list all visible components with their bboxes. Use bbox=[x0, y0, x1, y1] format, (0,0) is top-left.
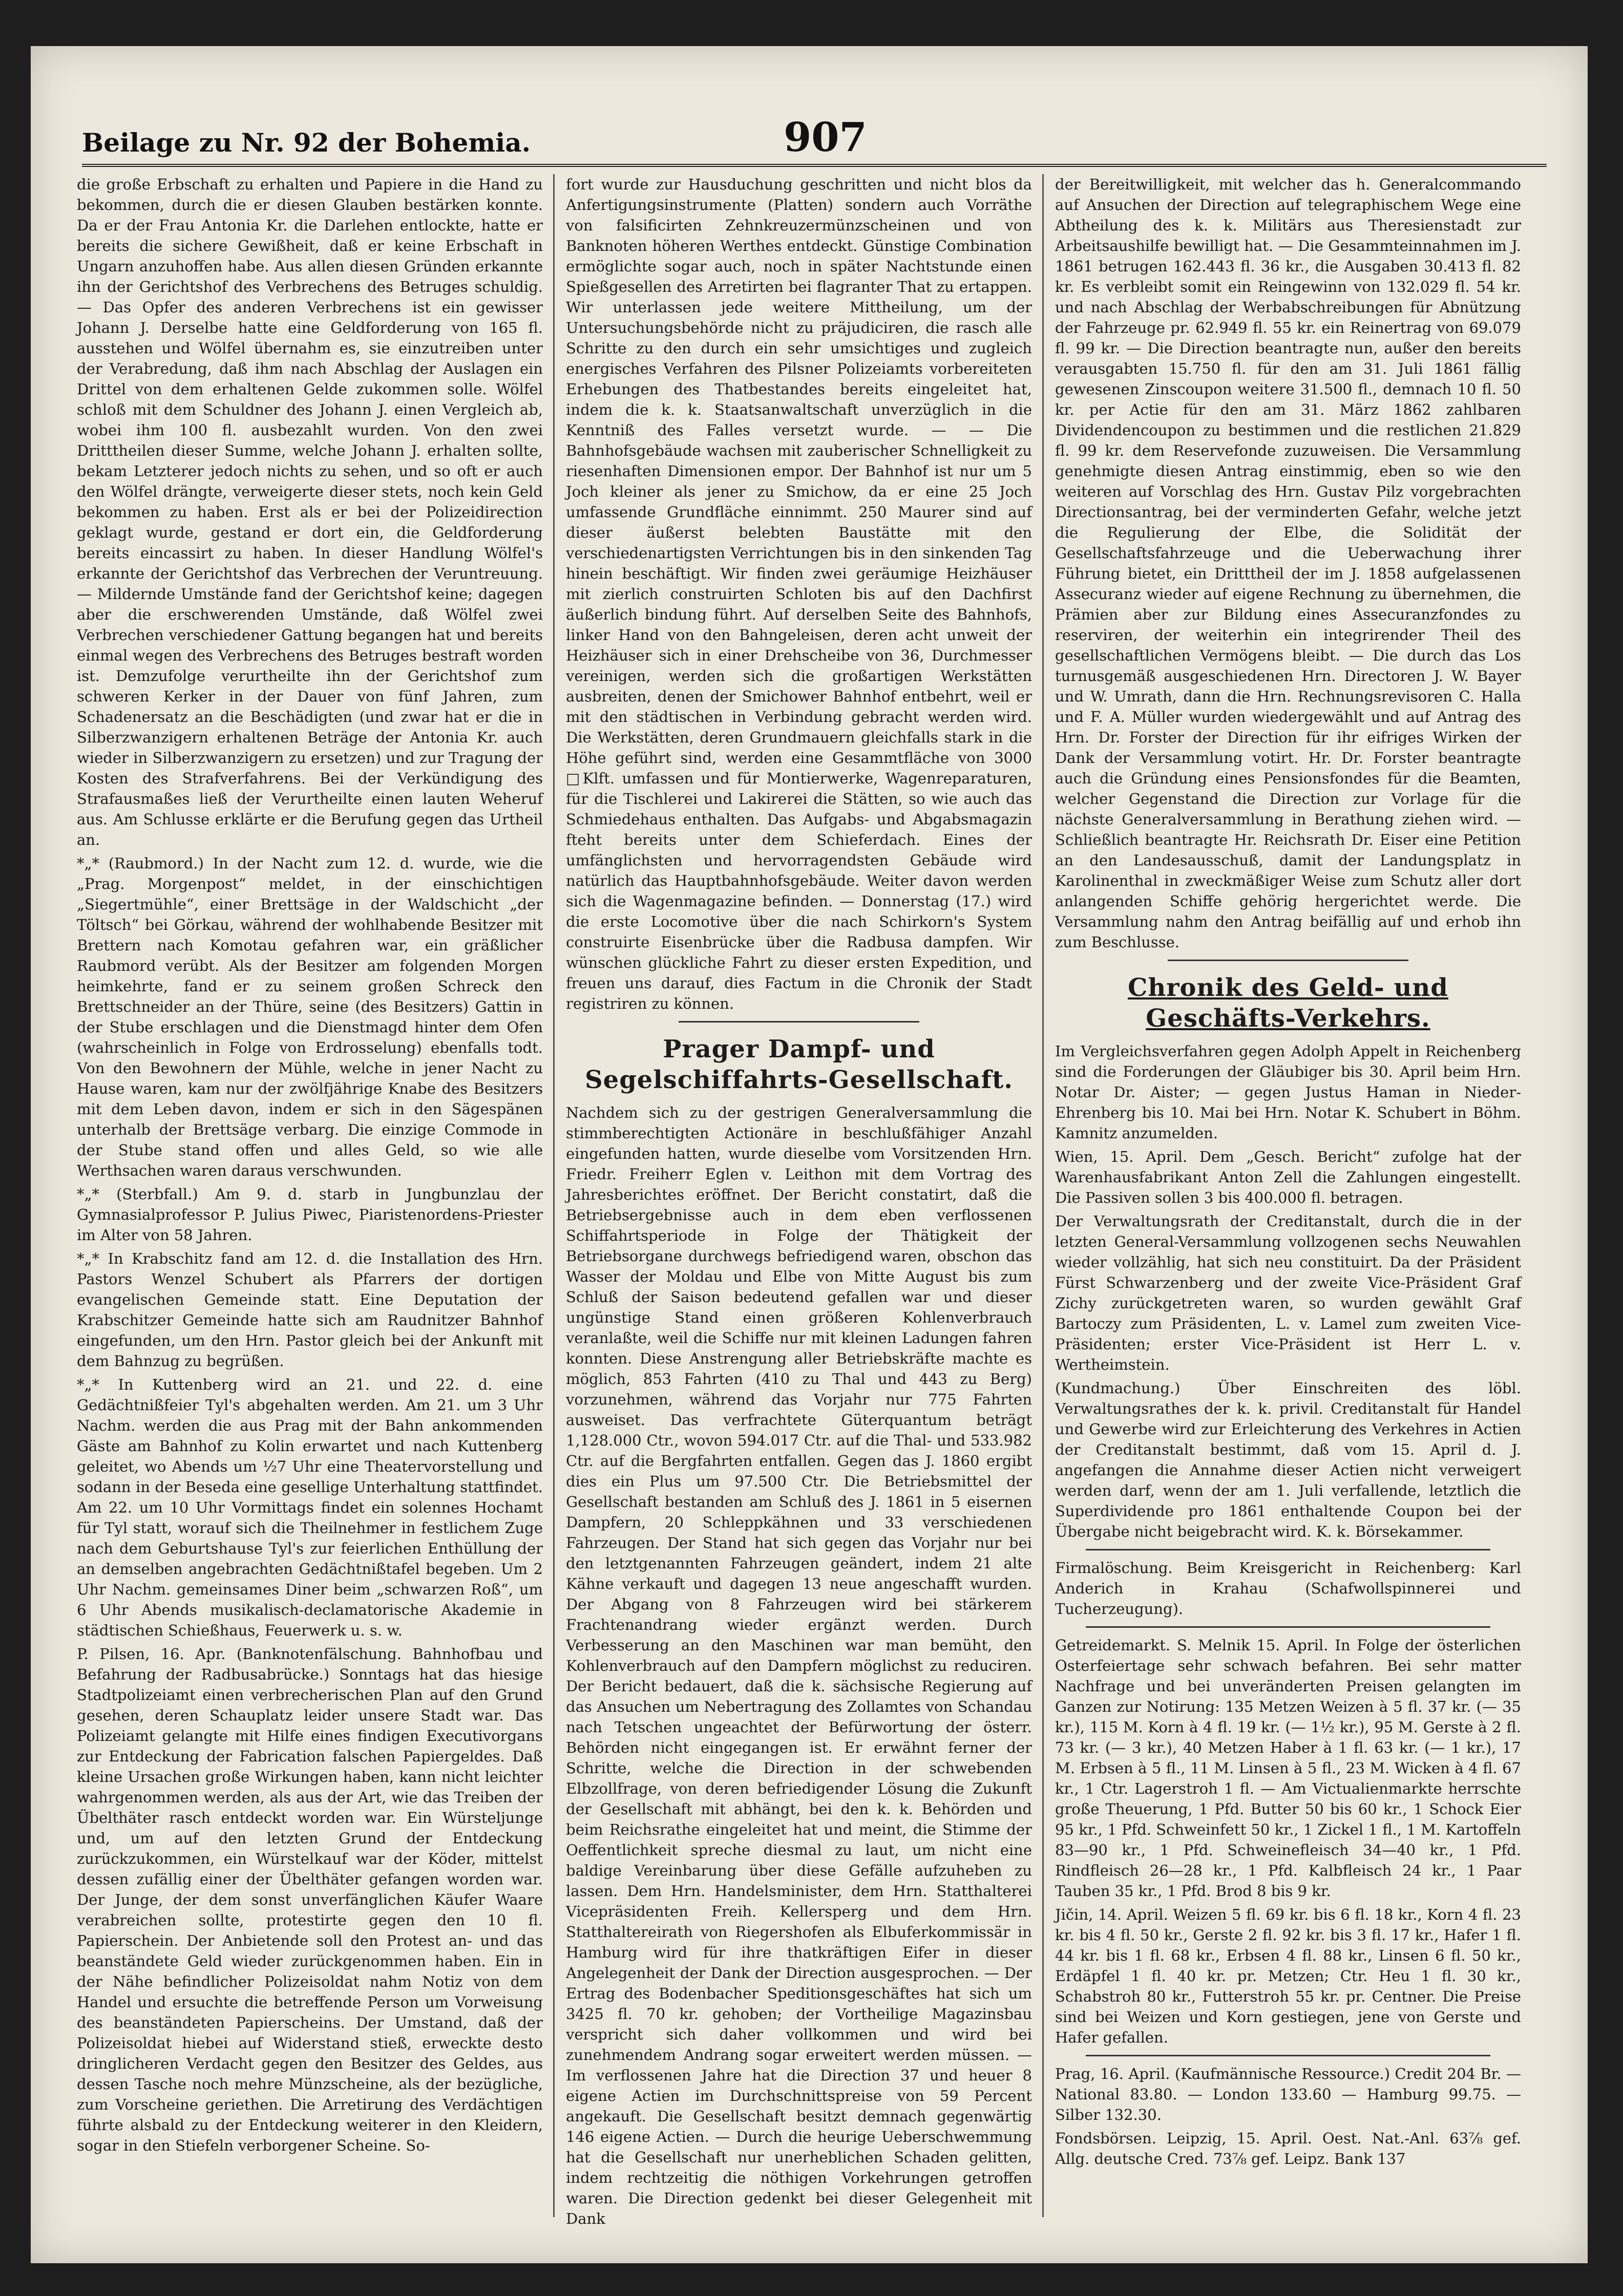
column-rule bbox=[1042, 174, 1044, 2217]
article-paragraph: Getreidemarkt. S. Melnik 15. April. In Folge der österlichen Osterfeiertage sehr schwach befahren. Bei sehr matter Nachfrage und bei unveränderten Preisen gelangten im Ganzen zur Notirung: 135 Metzen Weizen à 5 fl. 37 kr. (— 35 kr.), 115 M. Korn à 4 fl. 19 kr. (— 1½ kr.), 95 M. Gerste à 2 fl. 73 kr. (— 3 kr.), 40 Metzen Haber à 1 fl. 63 kr. (— 1 kr.), 17 M. Erbsen à 5 fl., 11 M. Linsen à 5 fl., 23 M. Wicken à 4 fl. 67 kr., 1 Ctr. Lagerstroh 1 fl. — Am Victualienmarkte herrschte große Theuerung, 1 Pfd. Butter 50 bis 60 kr., 1 Schock Eier 95 kr., 1 Pfd. Schweinfett 50 kr., 1 Zickel 1 fl., 1 M. Kartoffeln 83—90 kr., 1 Pfd. Schweinefleisch 34—40 kr., 1 Pfd. Rindfleisch 26—28 kr., 1 Pfd. Kalbfleisch 24 kr., 1 Paar Tauben 35 kr., 1 Pfd. Brod 8 bis 9 kr. bbox=[1055, 1636, 1521, 1900]
article-paragraph: Firmalöschung. Beim Kreisgericht in Reichenberg: Karl Anderich in Krahau (Schafwollspinnerei und Tucherzeugung). bbox=[1055, 1559, 1521, 1618]
article-paragraph: Prag, 16. April. (Kaufmännische Ressource.) Credit 204 Br. — National 83.80. — London 133.60 — Hamburg 99.75. — Silber 132.30. bbox=[1055, 2065, 1521, 2123]
section-divider bbox=[1168, 960, 1408, 961]
article-paragraph: fort wurde zur Hausduchung geschritten und nicht blos da Anfertigungsinstrumente (Platten) sondern auch Vorräthe von falsificirten Zehnkreuzermünzscheinen und von Banknoten höheren Werthes entdeckt. Günstige Combination ermöglichte sogar auch, noch in später Nachtstunde einen Spießgesellen des Arretirten bei flagranter That zu ertappen. Wir unterlassen jede weitere Mittheilung, um der Untersuchungsbehörde nicht zu präjudiciren, die rasch alle Schritte zu den durch ein sehr umsichtiges und zugleich energisches Verfahren des Pilsner Polizeiamts vorbereiteten Erhebungen des Thatbestandes bereits eingeleitet hat, indem die k. k. Staatsanwaltschaft unverzüglich in die Kenntniß des Falles versetzt wurde. — — Die Bahnhofsgebäude wachsen mit zauberischer Schnelligkeit zu riesenhaften Dimensionen empor. Der Bahnhof ist nur um 5 Joch kleiner als jener zu Smichow, da er eine 25 Joch umfassende Grundfläche einnimmt. 250 Maurer sind auf dieser äußerst belebten Baustätte mit den verschiedenartigsten Verrichtungen bis in den sinkenden Tag hinein beschäftigt. Wir finden zwei geräumige Heizhäuser mit zierlich construirten Schloten bis auf den Dachfirst äußerlich bindung führt. Auf derselben Seite des Bahnhofs, linker Hand von den Bahngeleisen, deren acht unweit der Heizhäuser sich in einer Drehscheibe von 36, Durchmesser vereinigen, werden sich die großartigen Werkstätten ausbreiten, denen der Smichower Bahnhof entbehrt, weil er mit den städtischen in Verbindung gebracht werden wird. Die Werkstätten, deren Grundmauern gleichfalls stark in die Höhe geführt sind, werden eine Gesammtfläche von 3000 □Klft. umfassen und für Montierwerke, Wagenreparaturen, für die Tischlerei und Lakirerei die Stätten, so wie auch das Schmiedehaus enthalten. Das Aufgabs- und Abgabsmagazin fteht bereits unter dem Schieferdach. Eines der umfänglichsten und hervorragendsten Gebäude wird natürlich das Hauptbahnhofsgebäude. Weiter davon werden sich die Wagenmagazine befinden. — Donnerstag (17.) wird die erste Locomotive über die nach Schirkorn's System construirte Eisenbrücke über die Radbusa dampfen. Wir wünschen glückliche Fahrt zu dieser ersten Expedition, und freuen uns darauf, dies Factum in die Chronik der Stadt registriren zu können. bbox=[566, 176, 1032, 1012]
section-title: Chronik des Geld- und Geschäfts-Verkehrs. bbox=[1128, 973, 1448, 1033]
column-2 bbox=[566, 174, 1032, 2227]
page-header bbox=[82, 108, 1547, 167]
article-paragraph: Jičin, 14. April. Weizen 5 fl. 69 kr. bis 6 fl. 18 kr., Korn 4 fl. 23 kr. bis 4 fl. 50 kr., Gerste 2 fl. 92 kr. bis 3 fl. 17 kr., Hafer 1 fl. 44 kr. bis 1 fl. 68 kr., Erbsen 4 fl. 88 kr., Linsen 6 fl. 50 kr., Erdäpfel 1 fl. 40 kr. pr. Metzen; Ctr. Heu 1 fl. 30 kr., Schabstroh 80 kr., Futterstroh 55 kr. pr. Centner. Die Preise sind bei Weizen und Korn gestiegen, jene von Gerste und Hafer gefallen. bbox=[1055, 1906, 1521, 2046]
section-divider bbox=[1086, 2055, 1490, 2056]
column-rule bbox=[553, 174, 555, 2217]
section-divider bbox=[679, 1021, 919, 1023]
article-paragraph: *„* (Raubmord.) In der Nacht zum 12. d. wurde, wie die „Prag. Morgenpost“ meldet, in der einschichtigen „Siegertmühle“, einer Brettsäge in der Waldschicht „der Töltsch“ bei Görkau, während der wohlhabende Besitzer mit Brettern nach Komotau gefahren war, ein gräßlicher Raubmord verübt. Als der Besitzer am folgenden Morgen heimkehrte, fand er zu seinem großen Schreck den Brettschneider an der Thüre, seine (des Besitzers) Gattin in der Stube erschlagen und die Dienstmagd hinter dem Ofen (wahrscheinlich in Folge von Erdrosselung) ebenfalls todt. Von den Bewohnern der Mühle, welche in jener Nacht zu Hause waren, kam nur der zwölfjährige Knabe des Besitzers mit dem Leben davon, indem er sich in den Sägespänen unterhalb der Brettsäge verbarg. Die einzige Commode in der Stube stand offen und alles Geld, so wie alle Werthsachen waren daraus verschwunden. bbox=[77, 855, 543, 1179]
article-paragraph: *„* (Sterbfall.) Am 9. d. starb in Jungbunzlau der Gymnasialprofessor P. Julius Piwec, Piaristenordens-Priester im Alter von 58 Jahren. bbox=[77, 1185, 543, 1244]
section-title: Prager Dampf- und Segelschiffahrts-Gesellschaft. bbox=[585, 1035, 1013, 1094]
article-paragraph: der Bereitwilligkeit, mit welcher das h. Generalcommando auf Ansuchen der Direction auf telegraphischem Wege eine Abtheilung des k. k. Militärs aus Theresienstadt zur Arbeitsaushilfe bewilligt hat. — Die Gesammteinnahmen im J. 1861 betrugen 162.443 fl. 36 kr., die Ausgaben 30.413 fl. 82 kr. Es verbleibt somit ein Reingewinn von 132.029 fl. 54 kr. und nach Abschlag der Werbabschreibungen für Abnützung der Fahrzeuge pr. 62.949 fl. 55 kr. ein Reinertrag von 69.079 fl. 99 kr. — Die Direction beantragte nun, außer den bereits verausgabten 15.750 fl. für den am 31. Juli 1861 fällig gewesenen Zinscoupon weitere 31.500 fl., demnach 10 fl. 50 kr. per Actie für den am 31. März 1862 zahlbaren Dividendencoupon zu bestimmen und die restlichen 21.829 fl. 99 kr. dem Reservefonde zuzuweisen. Die Versammlung genehmigte diesen Antrag einstimmig, eben so wie den weiteren auf Vorschlag des Hrn. Gustav Pilz vorgebrachten Directionsantrag, bei der verminderten Gefahr, welche jetzt die Regulierung der Elbe, die Solidität der Gesellschaftsfahrzeuge und die Ueberwachung ihrer Führung bietet, ein Dritttheil der im J. 1858 aufgelassenen Assecuranz wieder auf eigene Rechnung zu übernehmen, die Prämien aber zur Bildung eines Assecuranzfondes zu reserviren, der weiterhin ein integrirender Theil des gesellschaftlichen Vermögens bleibt. — Die durch das Los turnusgemäß ausgeschiedenen Hrn. Directoren J. W. Bayer und W. Umrath, dann die Hrn. Rechnungsrevisoren C. Halla und F. A. Müller wurden wiedergewählt und auf Antrag des Hrn. Dr. Forster der Direction für ihr eifriges Wirken der Dank der Versammlung votirt. Hr. Dr. Forster beantragte auch die Gründung eines Pensionsfondes für die Beamten, welcher Gegenstand die Direction zur Vorlage für die nächste Generalversammlung in Berathung ziehen wird. — Schließlich beantragte Hr. Reichsrath Dr. Eiser eine Petition an den Landesausschuß, damit der Landungsplatz in Karolinenthal in zweckmäßiger Weise zum Schutz aller dort anlangenden Schiffe gehörig hergerichtet werde. Die Versammlung nahm den Antrag beifällig auf und erhob ihn zum Beschlusse. bbox=[1055, 176, 1521, 951]
page-number: 907 bbox=[784, 114, 867, 161]
article-paragraph: Nachdem sich zu der gestrigen Generalversammlung die stimmberechtigten Actionäre in beschlußfähiger Anzahl eingefunden hatten, wurde dieselbe vom Vorsitzenden Hrn. Friedr. Freiherr Eglen v. Leithon mit dem Vortrag des Jahresberichtes eröffnet. Der Bericht constatirt, daß die Betriebsergebnisse auch in dem eben verflossenen Schiffahrtsperiode in Folge der Thätigkeit der Betriebsorgane durchwegs befriedigend waren, obschon das Wasser der Moldau und Elbe von Mitte August bis zum Schluß der Saison bedeutend gefallen war und dieser ungünstige Stand einen größeren Kohlenverbrauch veranlaßte, weil die Schiffe nur mit kleinen Ladungen fahren konnten. Diese Anstrengung aller Betriebskräfte machte es möglich, 853 Fahrten (410 zu Thal und 443 zu Berg) vorzunehmen, während das Vorjahr nur 775 Fahrten ausweiset. Das verfrachtete Güterquantum beträgt 1,128.000 Ctr., wovon 594.017 Ctr. auf die Thal- und 533.982 Ctr. auf die Bergfahrten entfallen. Gegen das J. 1860 ergibt dies ein Plus um 97.500 Ctr. Die Betriebsmittel der Gesellschaft bestanden am Schluß des J. 1861 in 5 eisernen Dampfern, 20 Schleppkähnen und 33 verschiedenen Fahrzeugen. Der Stand hat sich gegen das Vorjahr nur bei den letztgenannten Fahrzeugen geändert, indem 21 alte Kähne verkauft und dagegen 13 neue angeschafft wurden. Der Abgang von 8 Fahrzeugen wird bei stärkerem Frachtenandrang wieder ergänzt werden. Durch Verbesserung an den Maschinen war man bemüht, den Kohlenverbrauch auf den Dampfern möglichst zu reduciren. Der Bericht bedauert, daß die k. sächsische Regierung auf das Ansuchen um Nebertragung des Zollamtes von Schandau nach Tetschen ungeachtet der Befürwortung der österr. Behörden nicht eingegangen ist. Er erwähnt ferner der Schritte, welche die Direction in der schwebenden Elbzollfrage, von deren befriedigender Lösung die Zukunft der Gesellschaft mit abhängt, bei den k. k. Behörden und beim Reichsrathe eingeleitet hat und meint, die Stimme der Oeffentlichkeit spreche diesmal zu laut, um nicht eine baldige Vereinbarung über diese Gefälle aufzuheben zu lassen. Dem Hrn. Handelsminister, dem Hrn. Statthalterei Vicepräsidenten Freih. Kellersperg und dem Hrn. Statthaltereirath von Riegershofen als Elbuferkommissär in Hamburg wird für ihre thatkräftigen Eifer in dieser Angelegenheit der Dank der Direction ausgesprochen. — Der Ertrag des Bodenbacher Speditionsgeschäftes hat sich um 3425 fl. 70 kr. gehoben; der Vortheilige Magazinsbau verspricht sich daher vollkommen und wird bei zunehmendem Andrang sogar erweitert werden müssen. — Im verflossenen Jahre hat die Direction 37 und heuer 8 eigene Actien im Durchschnittspreise von 59 Percent angekauft. Die Gesellschaft besitzt demnach gegenwärtig 146 eigene Actien. — Durch die heurige Ueberschwemmung hat die Gesellschaft nur unerheblichen Schaden gelitten, indem rechtzeitig die nöthigen Vorkehrungen getroffen waren. Die Direction gedenkt bei dieser Gelegenheit mit Dank bbox=[566, 1104, 1032, 2227]
article-paragraph: *„* In Krabschitz fand am 12. d. die Installation des Hrn. Pastors Wenzel Schubert als Pfarrers der dortigen evangelischen Gemeinde statt. Eine Deputation der Krabschitzer Gemeinde hatte sich am Raudnitzer Bahnhof eingefunden, um den Hrn. Pastor gleich bei der Ankunft mit dem Bahnzug zu begrüßen. bbox=[77, 1250, 543, 1370]
column-3 bbox=[1055, 174, 1521, 2217]
section-divider bbox=[1086, 1626, 1490, 1628]
article-paragraph: Der Verwaltungsrath der Creditanstalt, durch die in der letzten General-Versammlung vollzogenen sechs Neuwahlen wieder vollzählig, hat sich neu constituirt. Da der Präsident Fürst Schwarzenberg und der zweite Vice-Präsident Graf Zichy zurückgetreten waren, so wurden gewählt Graf Bartoczy zum Präsidenten, L. v. Lamel zum zweiten Vice-Präsidenten; erster Vice-Präsident ist Herr L. v. Wertheimstein. bbox=[1055, 1213, 1521, 1373]
article-paragraph: Im Vergleichsverfahren gegen Adolph Appelt in Reichenberg sind die Forderungen der Gläubiger bis 30. April beim Hrn. Notar Dr. Aister; — gegen Justus Haman in Nieder-Ehrenberg bis 10. Mai bei Hrn. Notar K. Schubert in Böhm. Kamnitz anzumelden. bbox=[1055, 1043, 1521, 1142]
section-divider bbox=[1086, 1549, 1490, 1550]
article-paragraph: *„* In Kuttenberg wird an 21. und 22. d. eine Gedächtnißfeier Tyl's abgehalten werden. Am 21. um 3 Uhr Nachm. werden die aus Prag mit der Bahn ankommenden Gäste am Bahnhof zu Kolin erwartet und nach Kuttenberg geleitet, wo Abends um ½7 Uhr eine Theatervorstellung und sodann in der Beseda eine gesellige Unterhaltung stattfindet. Am 22. um 10 Uhr Vormittags findet ein solennes Hochamt für Tyl statt, worauf sich die Theilnehmer in festlichem Zuge nach dem Geburtshause Tyl's zur feierlichen Enthüllung der an demselben angebrachten Gedächtnißtafel begeben. Um 2 Uhr Nachm. gemeinsames Diner beim „schwarzen Roß“, um 6 Uhr Abends musikalisch-declamatorische Akademie in städtischen Schießhaus, Feuerwerk u. s. w. bbox=[77, 1376, 543, 1639]
newspaper-page bbox=[31, 46, 1588, 2263]
article-paragraph: (Kundmachung.) Über Einschreiten des löbl. Verwaltungsrathes der k. k. privil. Creditanstalt für Handel und Gewerbe wird zur Erleichterung des Verkehres in Actien der Creditanstalt bestimmt, daß vom 15. April d. J. angefangen die Annahme dieser Actien nicht verweigert werden darf, wenn der am 1. Juli verfallende, letztlich die Superdividende pro 1861 enthaltende Coupon bei der Übergabe nicht beigebracht wird. K. k. Börsekammer. bbox=[1055, 1379, 1521, 1540]
article-paragraph: die große Erbschaft zu erhalten und Papiere in die Hand zu bekommen, durch die er diesen Glauben bestärken konnte. Da er der Frau Antonia Kr. die Darlehen entlockte, hatte er bereits die sichere Gewißheit, daß er keine Erbschaft in Ungarn anzuhoffen habe. Aus allen diesen Gründen erkannte ihn der Gerichtshof des Verbrechens des Betruges schuldig. — Das Opfer des anderen Verbrechens ist ein gewisser Johann J. Derselbe hatte eine Geldforderung von 165 fl. ausstehen und Wölfel übernahm es, sie einzutreiben unter der Verabredung, daß ihm nach Abschlag der Auslagen ein Drittel von dem erhaltenen Gelde zukommen solle. Wölfel schloß mit dem Schuldner des Johann J. einen Vergleich ab, wobei ihm 100 fl. ausbezahlt wurden. Von den zwei Dritttheilen dieser Summe, welche Johann J. erhalten sollte, bekam Letzterer jedoch nichts zu sehen, und so oft er auch den Wölfel drängte, verweigerte dieser stets, noch kein Geld bekommen zu haben. Erst als er bei der Polizeidirection geklagt wurde, gestand er dort ein, die Geldforderung bereits eincassirt zu haben. In dieser Handlung Wölfel's erkannte der Gerichtshof das Verbrechen der Veruntreuung. — Mildernde Umstände fand der Gerichtshof keine; dagegen aber die erschwerenden Umstände, daß Wölfel zwei Verbrechen verschiedener Gattung begangen hat und bereits einmal wegen des Verbrechens des Betruges bestraft worden ist. Demzufolge verurtheilte ihn der Gerichtshof zum schweren Kerker in der Dauer von fünf Jahren, zum Schadenersatz an die Beschädigten (und zwar hat er die in Silberzwanzigern erhaltenen Beträge der Antonia Kr. auch wieder in Silberzwanzigern zu ersetzen) und zur Tragung der Kosten des Strafverfahrens. Bei der Verkündigung des Strafausmaßes ließ der Verurtheilte einen lauten Weheruf aus. Am Schlusse erklärte er die Berufung gegen das Urtheil an. bbox=[77, 176, 543, 848]
article-paragraph: P. Pilsen, 16. Apr. (Banknotenfälschung. Bahnhofbau und Befahrung der Radbusabrücke.) Sonntags hat das hiesige Stadtpolizeiamt einen verbrecherischen Plan auf den Grund gesehen, deren Schauplatz leider unsere Stadt war. Das Polizeiamt gelangte mit Hilfe eines findigen Executivorgans zur Entdeckung der Fabrication falschen Papiergeldes. Daß kleine Ursachen große Wirkungen haben, kann nicht leichter wahrgenommen werden, als aus der Art, wie das Treiben der Übelthäter rasch entdeckt worden war. Ein Würsteljunge und, um auf den letzten Grund der Entdeckung zurückzukommen, ein Würstelkauf war der Köder, mittelst dessen zufällig einer der Übelthäter gefangen worden war. Der Junge, der dem sonst unverfänglichen Käufer Waare verabreichen sollte, protestirte gegen den 10 fl. Papierschein. Der Anbietende soll den Protest an- und das beanständete Geld wieder zurückgenommen haben. Ein in der Nähe befindlicher Polizeisoldat nahm Notiz von dem Handel und ersuchte die betreffende Person um Vorweisung des beanständeten Papierscheins. Der Umstand, daß der Polizeisoldat hiebei auf Widerstand stieß, erweckte desto dringlicheren Verdacht gegen den Besitzer des Geldes, aus dessen Tasche noch mehre Münzscheine, als der bezügliche, zum Vorscheine geriethen. Die Arretirung des Verdächtigen führte alsbald zu der Entdeckung weiterer in den Kleidern, sogar in den Stiefeln verborgener Scheine. So- bbox=[77, 1645, 543, 2154]
article-paragraph: Fondsbörsen. Leipzig, 15. April. Oest. Nat.-Anl. 63⅞ gef. Allg. deutsche Cred. 73⅞ gef. Leipz. Bank 137 bbox=[1055, 2130, 1521, 2167]
article-paragraph: Wien, 15. April. Dem „Gesch. Bericht“ zufolge hat der Warenhausfabrikant Anton Zell die Zahlungen eingestellt. Die Passiven sollen 3 bis 400.000 fl. betragen. bbox=[1055, 1148, 1521, 1206]
column-1 bbox=[77, 174, 543, 2217]
supplement-title: Beilage zu Nr. 92 der Bohemia. bbox=[82, 127, 531, 158]
